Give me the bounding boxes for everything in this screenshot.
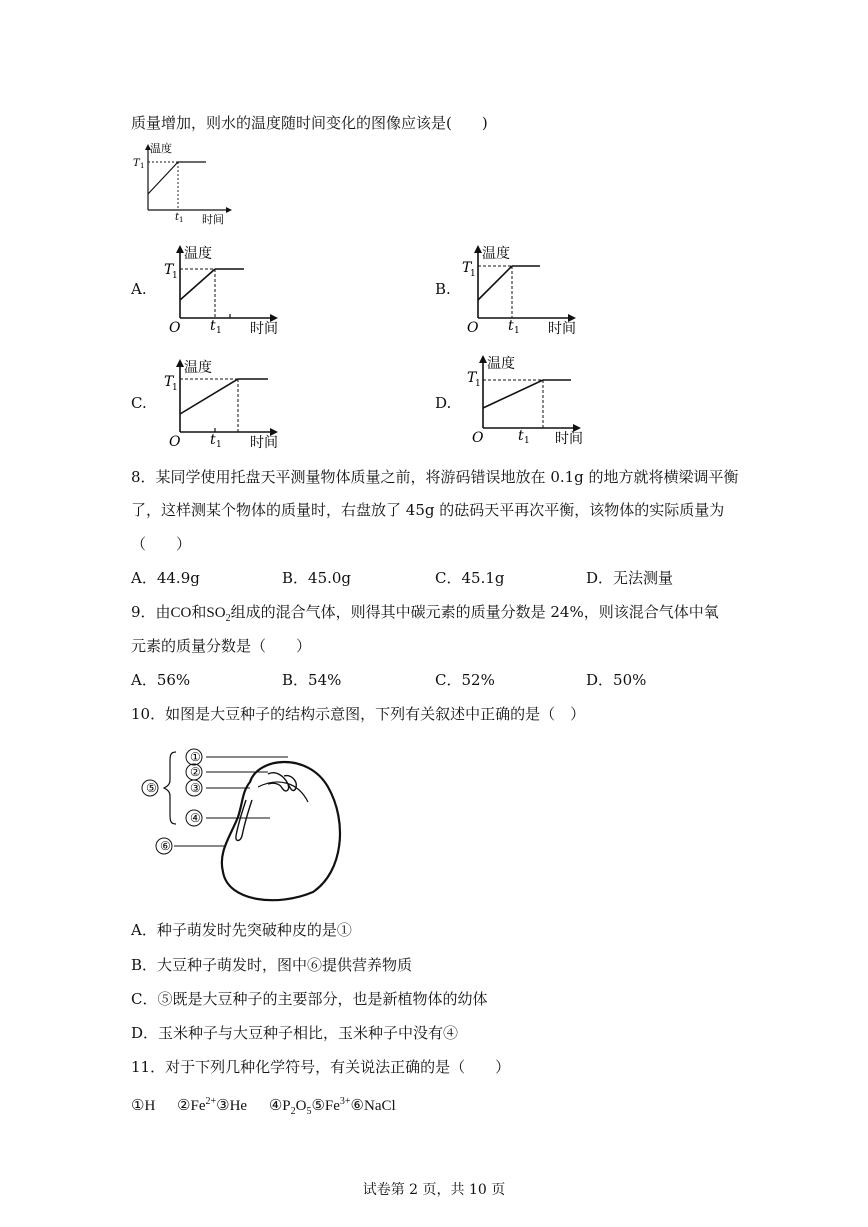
svg-text:③: ③ [190, 781, 201, 795]
q9-option-b[interactable]: B．54% [282, 671, 342, 689]
label-3 [186, 780, 202, 796]
q9-option-a[interactable]: A．56% [131, 671, 191, 689]
q9-stem-line1: 9．由CO和$SO_2$组成的混合气体，则得其中碳元素的质量分数是 24%，则该混合气体中氧 [131, 603, 719, 624]
q8-option-a[interactable]: A．44.9g [131, 569, 200, 587]
q8-stem-line2: 了，这样测某个物体的质量时，右盘放了 45g 的砝码天平再次平衡，该物体的实际质量为 [131, 501, 725, 519]
svg-text:1: 1 [140, 162, 145, 170]
q7-option-b-graph[interactable] [458, 242, 588, 337]
label-6 [156, 838, 172, 854]
q8-option-b[interactable]: B．45.0g [282, 569, 352, 587]
svg-text:T: T [462, 260, 472, 276]
svg-text:1: 1 [524, 436, 530, 446]
q7-option-d-letter[interactable]: D. [435, 394, 452, 412]
svg-text:1: 1 [172, 271, 178, 281]
svg-text:T: T [164, 262, 174, 278]
svg-text:①: ① [190, 750, 201, 764]
svg-text:时间: 时间 [555, 431, 583, 447]
q8-stem-line1: 8．某同学使用托盘天平测量物体质量之前，将游码错误地放在 0.1g 的地方就将横梁调平衡 [131, 468, 739, 486]
svg-text:T: T [467, 370, 477, 386]
svg-text:1: 1 [179, 216, 184, 224]
svg-text:时间: 时间 [250, 321, 278, 337]
q8-option-d[interactable]: D．无法测量 [586, 569, 674, 587]
svg-text:t: t [508, 318, 514, 334]
q8-option-c[interactable]: C．45.1g [435, 569, 505, 587]
svg-text:⑥: ⑥ [160, 839, 171, 853]
svg-text:O: O [472, 430, 484, 446]
q7-option-c-graph[interactable] [160, 356, 290, 451]
q9-stem-line2: 元素的质量分数是（ ） [131, 637, 312, 655]
label-1 [186, 749, 202, 765]
svg-text:1: 1 [216, 326, 222, 336]
q7-option-a-graph[interactable] [160, 242, 290, 337]
q7-reference-graph [128, 140, 238, 228]
q11-stem: 11．对于下列几种化学符号，有关说法正确的是（ ） [131, 1058, 511, 1076]
svg-text:t: t [518, 428, 524, 444]
label-2 [186, 764, 202, 780]
svg-text:O: O [467, 320, 479, 336]
svg-text:温度: 温度 [184, 246, 212, 262]
svg-text:1: 1 [475, 379, 481, 389]
svg-text:温度: 温度 [482, 246, 510, 262]
ref-ylabel: 温度 [150, 142, 172, 155]
q7-option-a-letter[interactable]: A. [131, 280, 147, 298]
svg-text:时间: 时间 [202, 213, 224, 226]
svg-text:T: T [133, 158, 140, 169]
svg-text:1: 1 [514, 326, 520, 336]
q10-option-d[interactable]: D．玉米种子与大豆种子相比，玉米种子中没有④ [131, 1024, 459, 1042]
svg-text:温度: 温度 [487, 356, 515, 372]
label-5 [142, 780, 158, 796]
svg-text:④: ④ [190, 811, 201, 825]
svg-text:O: O [169, 320, 181, 336]
svg-text:t: t [210, 432, 216, 448]
svg-text:1: 1 [216, 440, 222, 450]
svg-text:t: t [210, 318, 216, 334]
q9-option-d[interactable]: D．50% [586, 671, 647, 689]
q10-option-a[interactable]: A．种子萌发时先突破种皮的是① [131, 921, 352, 939]
svg-text:O: O [169, 434, 181, 450]
q7-stem-tail: 质量增加，则水的温度随时间变化的图像应该是( ) [131, 114, 488, 132]
q7-option-d-graph[interactable] [463, 352, 593, 447]
q10-stem: 10．如图是大豆种子的结构示意图，下列有关叙述中正确的是（ ） [131, 705, 586, 723]
svg-text:1: 1 [470, 269, 476, 279]
svg-text:②: ② [190, 765, 201, 779]
svg-text:⑤: ⑤ [146, 781, 157, 795]
q7-option-b-letter[interactable]: B. [435, 280, 451, 298]
soybean-seed-diagram [138, 742, 378, 907]
formula-co: CO [170, 605, 192, 621]
q9-option-c[interactable]: C．52% [435, 671, 495, 689]
q7-option-c-letter[interactable]: C. [131, 394, 147, 412]
q8-stem-line3: （ ） [131, 535, 192, 553]
svg-text:温度: 温度 [184, 360, 212, 376]
svg-text:时间: 时间 [548, 321, 576, 337]
page-footer: 试卷第 2 页，共 10 页 [362, 1182, 506, 1198]
q10-option-b[interactable]: B．大豆种子萌发时，图中⑥提供营养物质 [131, 956, 413, 974]
label-4 [186, 810, 202, 826]
q10-option-c[interactable]: C．⑤既是大豆种子的主要部分，也是新植物体的幼体 [131, 990, 488, 1008]
svg-text:1: 1 [172, 383, 178, 393]
formula-so2: $SO_2$ [206, 605, 231, 624]
svg-text:t: t [175, 212, 180, 223]
svg-text:时间: 时间 [250, 435, 278, 451]
svg-text:T: T [164, 374, 174, 390]
q11-symbols: ①H $②Fe^{2+}③He$ $④P_2O_5⑤Fe^{3+}⑥NaCl$ [131, 1096, 396, 1117]
